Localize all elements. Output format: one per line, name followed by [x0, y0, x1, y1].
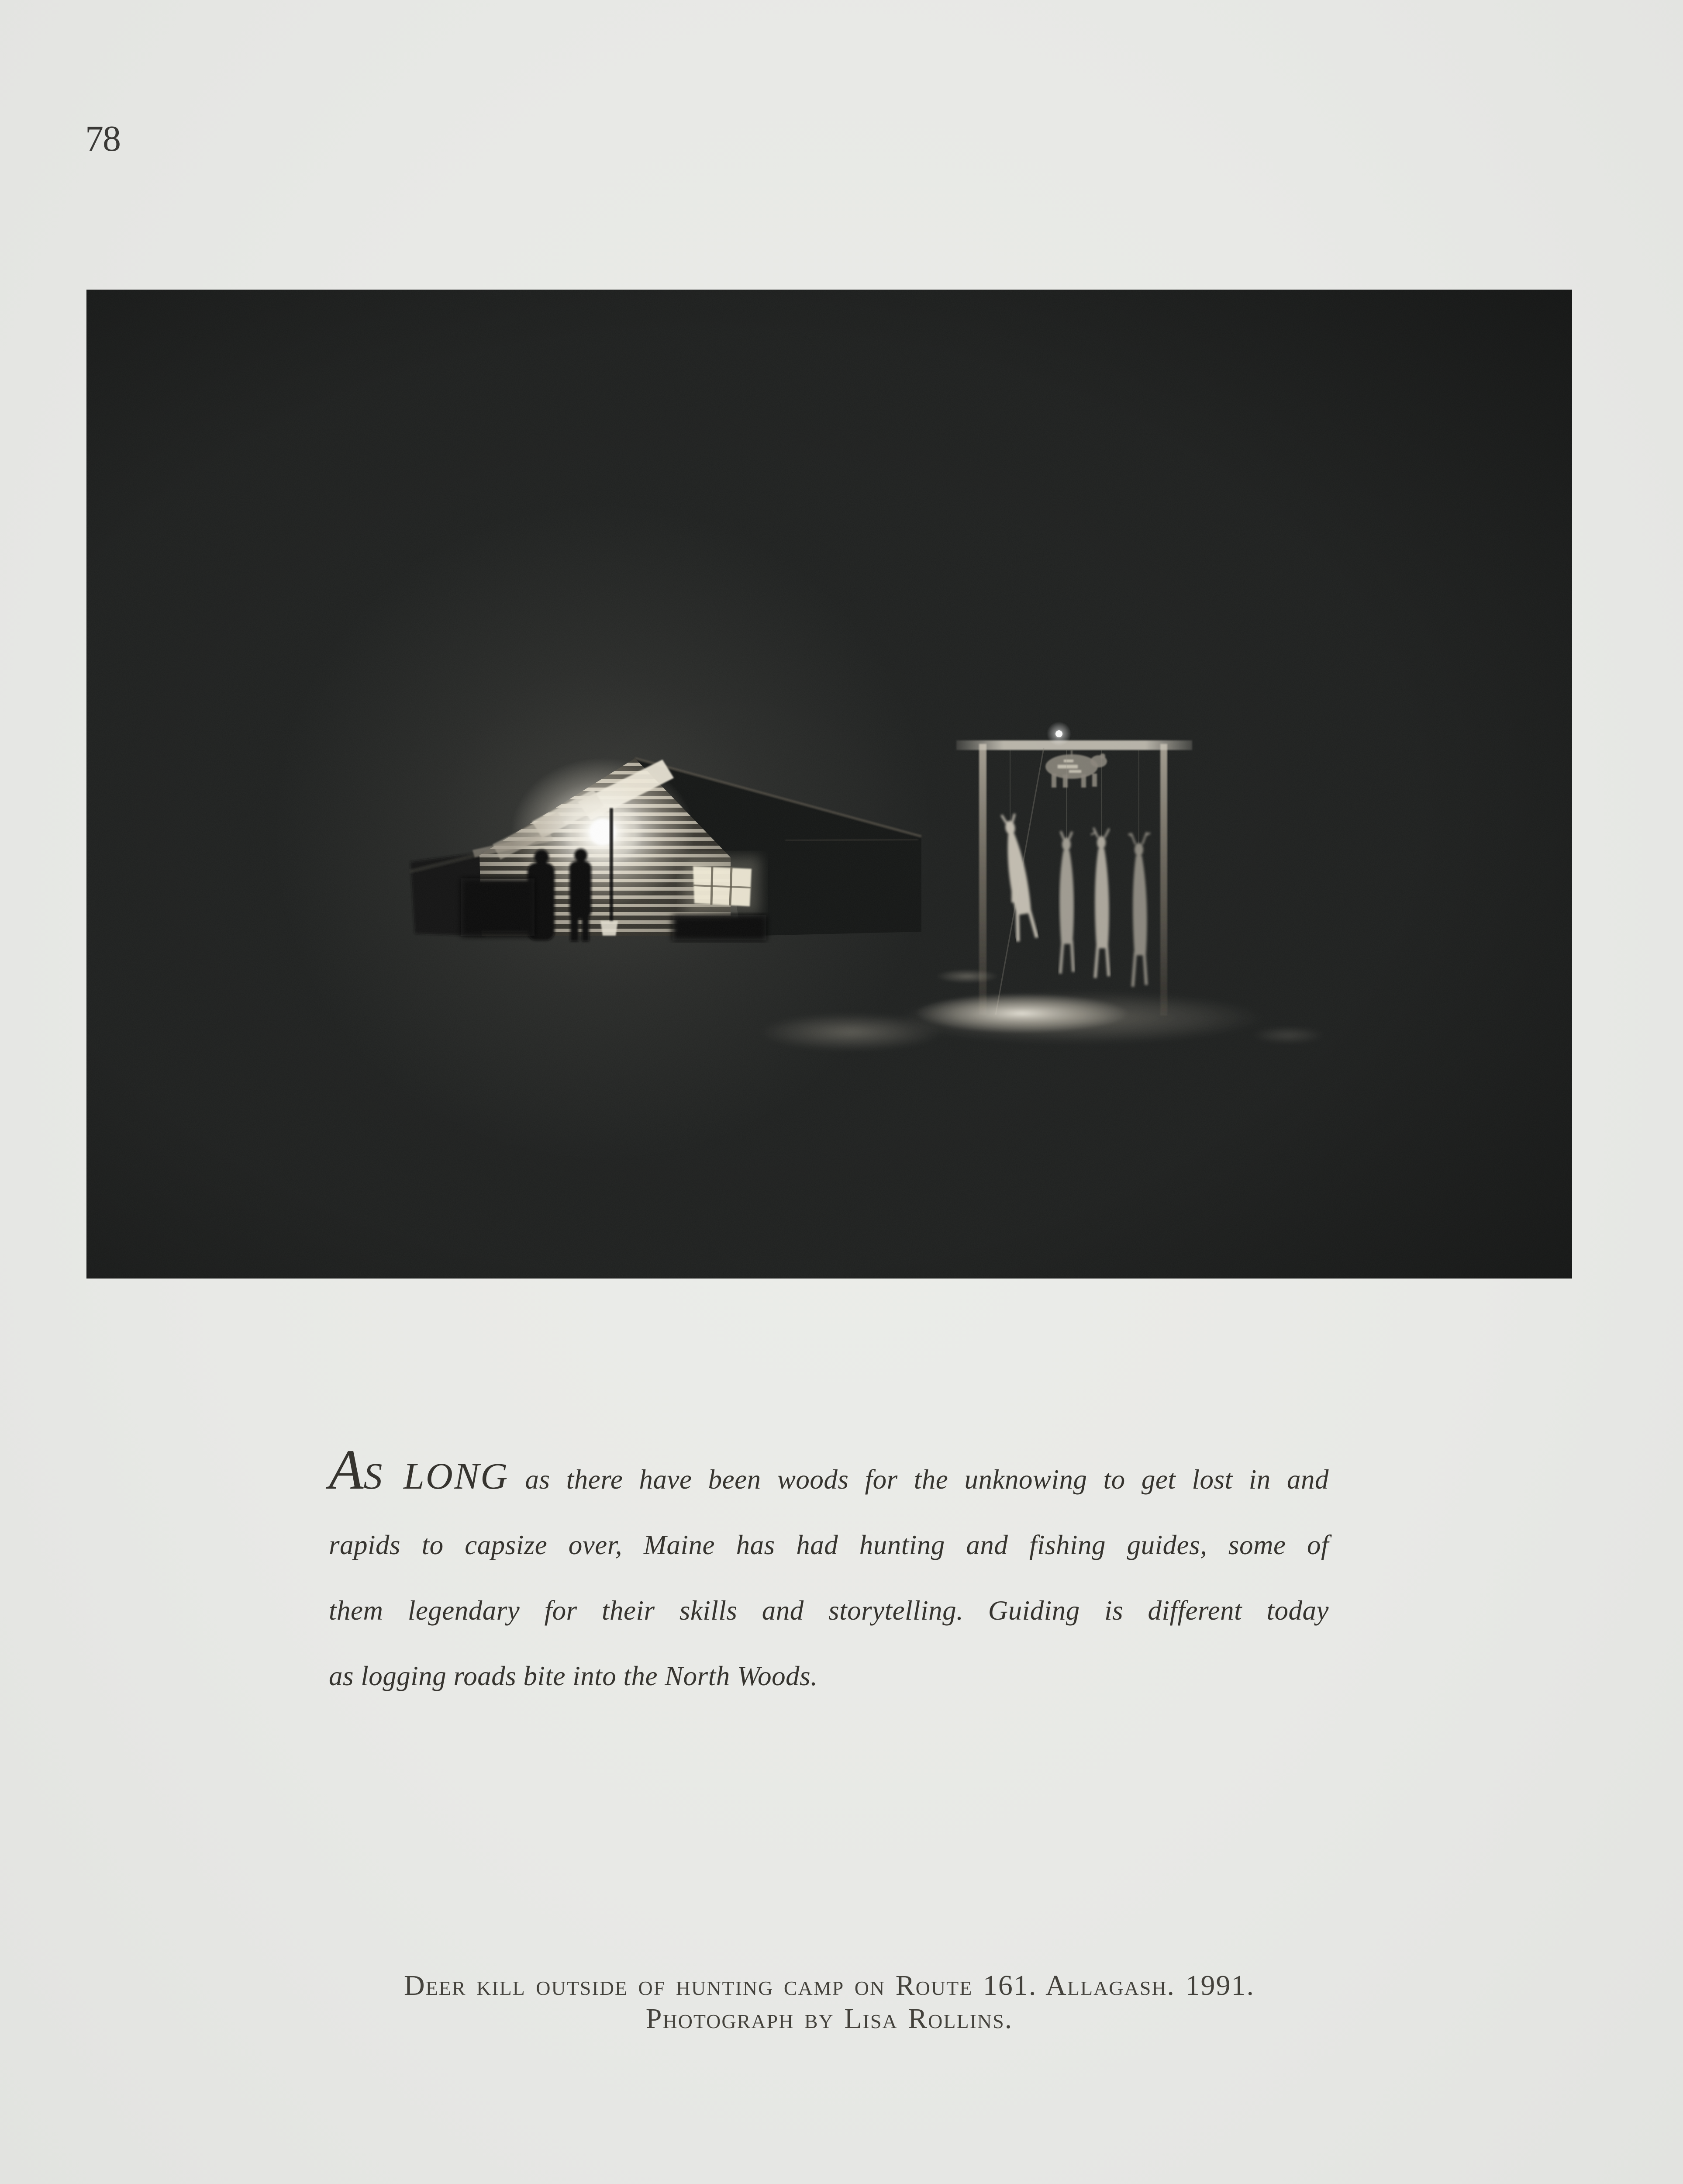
lead-small-caps: S LONG — [363, 1455, 509, 1497]
caption-line-1: Deer kill outside of hunting camp on Route 161. Allagash. 1991. — [404, 1970, 1255, 2001]
photo-illustration — [86, 290, 1572, 1279]
essay-paragraph — [329, 1437, 1329, 1709]
essay-line-2: rapids to capsize over, Maine has had hunting and fishing guides, some of — [329, 1530, 1329, 1560]
essay-line-1 — [329, 1437, 1329, 1512]
photo-caption — [86, 1969, 1572, 2035]
photo — [86, 290, 1572, 1279]
vignette — [86, 290, 1572, 1279]
essay-line-4: as logging roads bite into the North Woods. — [329, 1661, 818, 1691]
caption-line-2: Photograph by Lisa Rollins. — [645, 2003, 1013, 2035]
essay-line-3: them legendary for their skills and storytelling. Guiding is different today — [329, 1595, 1329, 1626]
page-number: 78 — [85, 118, 120, 159]
essay-line-1-text: as there have been woods for the unknowing to get lost in and — [509, 1464, 1329, 1495]
drop-cap: A — [329, 1438, 364, 1501]
